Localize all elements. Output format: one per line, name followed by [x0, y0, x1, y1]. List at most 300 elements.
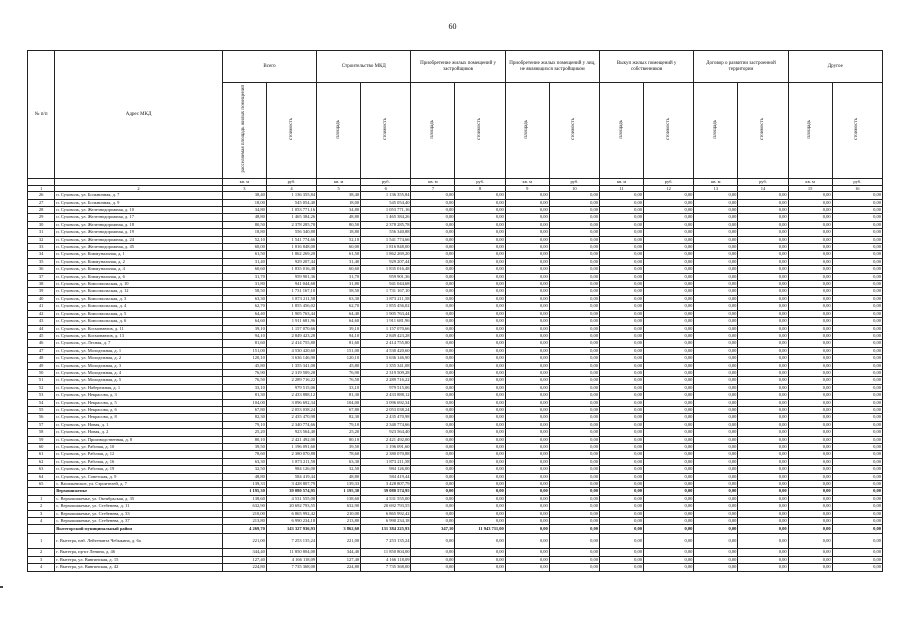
- construction-area-cell: 151,00: [317, 347, 361, 354]
- zero-cell: 0,00: [505, 534, 549, 549]
- row-number: 62: [28, 458, 55, 465]
- cost-total-cell: 1 873 211,58: [266, 458, 316, 465]
- developer-cost-cell: 0,00: [455, 192, 505, 199]
- table-row: [28, 229, 883, 236]
- construction-area-cell: 1 195,30: [317, 488, 361, 495]
- table-row: [28, 392, 883, 399]
- zero-cell: 0,00: [644, 295, 694, 302]
- column-number: 2: [55, 185, 223, 192]
- zero-cell: 0,00: [738, 310, 788, 317]
- unit-cell: руб.: [266, 179, 316, 186]
- area-total-cell: 18,00: [222, 199, 266, 206]
- address-cell: п. Суховоль, ул. Новая, д. 1: [55, 421, 223, 428]
- developer-cost-cell: 0,00: [455, 266, 505, 273]
- address-cell: п. Суховоль, ул. Железнодорожная, д. 17: [55, 214, 223, 221]
- subheader-cost: стоимость: [455, 83, 505, 179]
- zero-cell: 0,00: [505, 325, 549, 332]
- table-row: [28, 325, 883, 332]
- construction-cost-cell: 3 428 807,79: [361, 481, 411, 488]
- construction-cost-cell: 1 136 355,84: [361, 192, 411, 199]
- address-cell: п. Суховоль, ул. Космонавтов, д. 13: [55, 332, 223, 339]
- subheader-area: площадь: [411, 83, 455, 179]
- zero-cell: 0,00: [694, 436, 738, 443]
- construction-cost-cell: 2 435 470,98: [361, 414, 411, 421]
- zero-cell: 0,00: [549, 458, 599, 465]
- area-total-cell: 344,40: [222, 549, 266, 556]
- row-number: 55: [28, 406, 55, 413]
- zero-cell: 0,00: [505, 281, 549, 288]
- subheader-cost: стоимость: [832, 83, 882, 179]
- row-number: 53: [28, 392, 55, 399]
- zero-cell: 0,00: [600, 444, 644, 451]
- construction-cost-cell: 4 531 555,00: [361, 495, 411, 502]
- zero-cell: 0,00: [549, 258, 599, 265]
- zero-cell: 0,00: [832, 466, 882, 473]
- developer-cost-cell: 0,00: [455, 273, 505, 280]
- zero-cell: 0,00: [549, 355, 599, 362]
- cost-total-cell: 1 355 341,08: [266, 362, 316, 369]
- construction-area-cell: 64,60: [317, 318, 361, 325]
- construction-cost-cell: 2 849 423,28: [361, 332, 411, 339]
- cost-total-cell: 2 421 492,00: [266, 436, 316, 443]
- zero-cell: 0,00: [600, 518, 644, 525]
- area-total-cell: 80,50: [222, 221, 266, 228]
- zero-cell: 0,00: [644, 549, 694, 556]
- zero-cell: 0,00: [549, 466, 599, 473]
- zero-cell: 0,00: [549, 510, 599, 517]
- zero-cell: 0,00: [832, 229, 882, 236]
- area-total-cell: 79,10: [222, 421, 266, 428]
- zero-cell: 0,00: [549, 199, 599, 206]
- construction-area-cell: 80,10: [317, 436, 361, 443]
- zero-cell: 0,00: [738, 362, 788, 369]
- developer-cost-cell: 0,00: [455, 534, 505, 549]
- zero-cell: 0,00: [694, 288, 738, 295]
- zero-cell: 0,00: [738, 273, 788, 280]
- zero-cell: 0,00: [549, 303, 599, 310]
- zero-cell: 0,00: [694, 525, 738, 534]
- zero-cell: 0,00: [549, 236, 599, 243]
- zero-cell: 0,00: [788, 266, 832, 273]
- zero-cell: 0,00: [505, 214, 549, 221]
- row-number: 4: [28, 564, 55, 571]
- area-total-cell: 151,00: [222, 347, 266, 354]
- zero-cell: 0,00: [832, 318, 882, 325]
- row-number: 59: [28, 436, 55, 443]
- construction-cost-cell: 2 289 716,22: [361, 377, 411, 384]
- zero-cell: 0,00: [738, 503, 788, 510]
- zero-cell: 0,00: [788, 244, 832, 251]
- zero-cell: 0,00: [549, 347, 599, 354]
- developer-cost-cell: 0,00: [455, 451, 505, 458]
- zero-cell: 0,00: [644, 473, 694, 480]
- developer-cost-cell: 0,00: [455, 510, 505, 517]
- construction-area-cell: 33,10: [317, 384, 361, 391]
- zero-cell: 0,00: [549, 414, 599, 421]
- area-total-cell: 221,00: [222, 534, 266, 549]
- row-number: 36: [28, 266, 55, 273]
- zero-cell: 0,00: [505, 481, 549, 488]
- zero-cell: 0,00: [644, 421, 694, 428]
- table-row: [28, 384, 883, 391]
- cost-total-cell: 2 378 285,78: [266, 221, 316, 228]
- address-cell: п. Суховоль, ул. Рабочая, д. 19: [55, 466, 223, 473]
- cost-total-cell: 2 435 470,98: [266, 414, 316, 421]
- column-number: 8: [455, 185, 505, 192]
- address-cell: п. Суховоль, ул. Производственная, д. 8: [55, 436, 223, 443]
- developer-cost-cell: 0,00: [455, 549, 505, 556]
- zero-cell: 0,00: [644, 556, 694, 563]
- zero-cell: 0,00: [644, 288, 694, 295]
- zero-cell: 0,00: [738, 251, 788, 258]
- zero-cell: 0,00: [644, 310, 694, 317]
- zero-cell: 0,00: [738, 421, 788, 428]
- zero-cell: 0,00: [600, 288, 644, 295]
- construction-area-cell: 138,60: [317, 495, 361, 502]
- zero-cell: 0,00: [600, 244, 644, 251]
- developer-cost-cell: 0,00: [455, 207, 505, 214]
- zero-cell: 0,00: [505, 399, 549, 406]
- zero-cell: 0,00: [549, 310, 599, 317]
- developer-area-cell: 0,00: [411, 534, 455, 549]
- zero-cell: 0,00: [738, 318, 788, 325]
- row-number: 34: [28, 251, 55, 258]
- construction-cost-cell: 929 207,44: [361, 258, 411, 265]
- developer-cost-cell: 0,00: [455, 556, 505, 563]
- zero-cell: 0,00: [505, 199, 549, 206]
- construction-area-cell: 127,40: [317, 556, 361, 563]
- developer-area-cell: 0,00: [411, 347, 455, 354]
- table-body: [28, 192, 883, 572]
- address-cell: с. Верхошижемье, ул. Октябрьская, д. 35: [55, 495, 223, 502]
- address-cell: п. Суховоль, ул. Советская, д. 9: [55, 473, 223, 480]
- address-cell: г. Вытегра, пр-кт Ленина, д. 46: [55, 549, 223, 556]
- row-number: 46: [28, 340, 55, 347]
- developer-cost-cell: 0,00: [455, 392, 505, 399]
- zero-cell: 0,00: [832, 303, 882, 310]
- area-total-cell: 76,50: [222, 377, 266, 384]
- column-number: 12: [644, 185, 694, 192]
- zero-cell: 0,00: [788, 392, 832, 399]
- developer-area-cell: 0,00: [411, 429, 455, 436]
- cost-total-cell: 984 126,00: [266, 466, 316, 473]
- zero-cell: 0,00: [788, 369, 832, 376]
- zero-cell: 0,00: [832, 414, 882, 421]
- developer-cost-cell: 0,00: [455, 369, 505, 376]
- construction-area-cell: 61,50: [317, 251, 361, 258]
- construction-cost-cell: 1 157 070,66: [361, 325, 411, 332]
- developer-cost-cell: 0,00: [455, 295, 505, 302]
- table-row: [28, 495, 883, 502]
- developer-cost-cell: 0,00: [455, 377, 505, 384]
- zero-cell: 0,00: [549, 229, 599, 236]
- units-row: [28, 179, 883, 186]
- developer-area-cell: 0,00: [411, 214, 455, 221]
- zero-cell: 0,00: [694, 414, 738, 421]
- zero-cell: 0,00: [694, 458, 738, 465]
- zero-cell: 0,00: [600, 295, 644, 302]
- construction-cost-cell: 959 901,36: [361, 273, 411, 280]
- area-total-cell: 224,80: [222, 564, 266, 571]
- zero-cell: 0,00: [788, 458, 832, 465]
- zero-cell: 0,00: [600, 273, 644, 280]
- row-number: 4: [28, 518, 55, 525]
- developer-area-cell: 0,00: [411, 473, 455, 480]
- address-cell: с. Васильевское, ул. Строителей, д. 7: [55, 481, 223, 488]
- developer-cost-cell: 0,00: [455, 244, 505, 251]
- developer-area-cell: 0,00: [411, 518, 455, 525]
- zero-cell: 0,00: [694, 495, 738, 502]
- address-cell: с. Верхошижемье, ул. Стебенева, д. 37: [55, 518, 223, 525]
- table-row: [28, 295, 883, 302]
- zero-cell: 0,00: [738, 564, 788, 571]
- zero-cell: 0,00: [549, 340, 599, 347]
- construction-cost-cell: 1 731 167,10: [361, 288, 411, 295]
- zero-cell: 0,00: [644, 258, 694, 265]
- table-row: [28, 406, 883, 413]
- unit-cell: руб.: [738, 179, 788, 186]
- zero-cell: 0,00: [738, 214, 788, 221]
- cost-total-cell: 1 873 211,58: [266, 295, 316, 302]
- address-cell: с. Верхошижемье, ул. Стебенева, д. 33: [55, 510, 223, 517]
- construction-cost-cell: 6 990 234,18: [361, 518, 411, 525]
- zero-cell: 0,00: [505, 406, 549, 413]
- zero-cell: 0,00: [738, 481, 788, 488]
- zero-cell: 0,00: [644, 281, 694, 288]
- row-number: 41: [28, 303, 55, 310]
- zero-cell: 0,00: [600, 406, 644, 413]
- column-number: 1: [28, 185, 55, 192]
- construction-area-cell: 60,00: [317, 244, 361, 251]
- zero-cell: 0,00: [788, 481, 832, 488]
- developer-cost-cell: 0,00: [455, 310, 505, 317]
- cost-total-cell: 556 340,88: [266, 229, 316, 236]
- zero-cell: 0,00: [832, 258, 882, 265]
- zero-cell: 0,00: [694, 310, 738, 317]
- address-cell: п. Суховоль, ул. Некрасова, д. 8: [55, 414, 223, 421]
- address-cell: п. Суховоль, ул. Коммунальная, д. 2: [55, 258, 223, 265]
- area-total-cell: 63,30: [222, 458, 266, 465]
- construction-cost-cell: 39 080 574,95: [361, 488, 411, 495]
- zero-cell: 0,00: [644, 466, 694, 473]
- zero-cell: 0,00: [738, 288, 788, 295]
- unit-cell: [55, 179, 223, 186]
- zero-cell: 0,00: [505, 556, 549, 563]
- zero-cell: 0,00: [694, 199, 738, 206]
- row-number: 37: [28, 273, 55, 280]
- zero-cell: 0,00: [738, 518, 788, 525]
- zero-cell: 0,00: [644, 481, 694, 488]
- zero-cell: 0,00: [644, 244, 694, 251]
- address-cell: п. Суховоль, ул. Рабочая, д. 10: [55, 444, 223, 451]
- area-total-cell: 32,50: [222, 466, 266, 473]
- zero-cell: 0,00: [600, 421, 644, 428]
- unit-cell: кв. м: [505, 179, 549, 186]
- zero-cell: 0,00: [549, 444, 599, 451]
- zero-cell: 0,00: [832, 340, 882, 347]
- zero-cell: 0,00: [788, 229, 832, 236]
- cost-total-cell: 1 157 070,66: [266, 325, 316, 332]
- table-row: [28, 214, 883, 221]
- address-cell: п. Суховоль, ул. Молодежная, д. 2: [55, 355, 223, 362]
- row-number: 47: [28, 347, 55, 354]
- zero-cell: 0,00: [644, 369, 694, 376]
- zero-cell: 0,00: [694, 355, 738, 362]
- developer-cost-cell: 0,00: [455, 214, 505, 221]
- row-number: 43: [28, 318, 55, 325]
- header-group: Строительство МКД: [317, 51, 411, 83]
- table-row: [28, 466, 883, 473]
- zero-cell: 0,00: [505, 549, 549, 556]
- unit-cell: [28, 179, 55, 186]
- construction-cost-cell: 1 355 341,08: [361, 362, 411, 369]
- zero-cell: 0,00: [788, 488, 832, 495]
- zero-cell: 0,00: [738, 229, 788, 236]
- zero-cell: 0,00: [694, 192, 738, 199]
- zero-cell: 0,00: [832, 510, 882, 517]
- address-cell: п. Суховоль, ул. Молодежная, д. 1: [55, 347, 223, 354]
- zero-cell: 0,00: [505, 473, 549, 480]
- zero-cell: 0,00: [505, 207, 549, 214]
- zero-cell: 0,00: [549, 251, 599, 258]
- zero-cell: 0,00: [600, 503, 644, 510]
- construction-cost-cell: 1 835 016,48: [361, 266, 411, 273]
- construction-cost-cell: 131 384 225,93: [361, 525, 411, 534]
- unit-cell: руб.: [455, 179, 505, 186]
- cost-total-cell: 1 911 681,96: [266, 318, 316, 325]
- zero-cell: 0,00: [694, 221, 738, 228]
- table-row: [28, 251, 883, 258]
- subheader-area-total: расселяемая площадь жилых помещений: [222, 83, 266, 179]
- header-address: Адрес МКД: [55, 51, 223, 179]
- construction-area-cell: 60,60: [317, 266, 361, 273]
- table-row: [28, 458, 883, 465]
- column-number: 4: [266, 185, 316, 192]
- zero-cell: 0,00: [788, 303, 832, 310]
- construction-cost-cell: 1 541 774,66: [361, 236, 411, 243]
- zero-cell: 0,00: [788, 273, 832, 280]
- subheader-area: площадь: [505, 83, 549, 179]
- row-number: 33: [28, 244, 55, 251]
- address-cell: г. Вытегра, ул. Вянгинская, д. 42: [55, 564, 223, 571]
- column-number: 7: [411, 185, 455, 192]
- construction-area-cell: 31,80: [317, 281, 361, 288]
- address-cell: п. Суховоль, ул. Комсомольская, д. 6: [55, 318, 223, 325]
- zero-cell: 0,00: [788, 429, 832, 436]
- column-number: 9: [505, 185, 549, 192]
- developer-cost-cell: 0,00: [455, 303, 505, 310]
- developer-cost-cell: 0,00: [455, 251, 505, 258]
- address-cell: п. Суховоль, ул. Молодежная, д. 5: [55, 377, 223, 384]
- cost-total-cell: 2 414 755,80: [266, 340, 316, 347]
- cost-total-cell: 545 054,40: [266, 199, 316, 206]
- zero-cell: 0,00: [644, 458, 694, 465]
- zero-cell: 0,00: [600, 258, 644, 265]
- subheader-area: площадь: [600, 83, 644, 179]
- zero-cell: 0,00: [505, 564, 549, 571]
- developer-cost-cell: 0,00: [455, 340, 505, 347]
- table-row: [28, 221, 883, 228]
- zero-cell: 0,00: [644, 303, 694, 310]
- zero-cell: 0,00: [600, 303, 644, 310]
- zero-cell: 0,00: [644, 444, 694, 451]
- zero-cell: 0,00: [694, 347, 738, 354]
- row-number: 32: [28, 236, 55, 243]
- zero-cell: 0,00: [738, 369, 788, 376]
- table-row: [28, 414, 883, 421]
- zero-cell: 0,00: [600, 392, 644, 399]
- zero-cell: 0,00: [788, 332, 832, 339]
- row-number: 58: [28, 429, 55, 436]
- row-number: 65: [28, 481, 55, 488]
- zero-cell: 0,00: [788, 281, 832, 288]
- table-row: [28, 369, 883, 376]
- zero-cell: 0,00: [505, 458, 549, 465]
- zero-cell: 0,00: [832, 221, 882, 228]
- area-total-cell: 38,40: [222, 192, 266, 199]
- address-cell: г. Вытегра, ул. Вянгинская, д. 15: [55, 556, 223, 563]
- zero-cell: 0,00: [832, 549, 882, 556]
- zero-cell: 0,00: [549, 369, 599, 376]
- construction-area-cell: 80,50: [317, 221, 361, 228]
- address-cell: п. Суховоль, ул. Некрасова, д. 6: [55, 406, 223, 413]
- column-number: 14: [738, 185, 788, 192]
- zero-cell: 0,00: [694, 318, 738, 325]
- address-cell: с. Верхошижемье, ул. Стебенева, д. 11: [55, 503, 223, 510]
- zero-cell: 0,00: [644, 318, 694, 325]
- zero-cell: 0,00: [600, 473, 644, 480]
- zero-cell: 0,00: [549, 377, 599, 384]
- row-number: 64: [28, 473, 55, 480]
- construction-area-cell: 52,10: [317, 236, 361, 243]
- zero-cell: 0,00: [694, 369, 738, 376]
- zero-cell: 0,00: [738, 534, 788, 549]
- table-row: [28, 518, 883, 525]
- zero-cell: 0,00: [549, 399, 599, 406]
- zero-cell: 0,00: [505, 518, 549, 525]
- zero-cell: 0,00: [738, 458, 788, 465]
- construction-cost-cell: 984 126,00: [361, 466, 411, 473]
- table-row: [28, 318, 883, 325]
- zero-cell: 0,00: [694, 244, 738, 251]
- developer-cost-cell: 0,00: [455, 399, 505, 406]
- cost-total-cell: 7 253 135,24: [266, 534, 316, 549]
- zero-cell: 0,00: [549, 325, 599, 332]
- area-total-cell: 45,80: [222, 362, 266, 369]
- zero-cell: 0,00: [832, 458, 882, 465]
- developer-area-cell: 0,00: [411, 251, 455, 258]
- table-row: [28, 564, 883, 571]
- zero-cell: 0,00: [600, 466, 644, 473]
- zero-cell: 0,00: [600, 549, 644, 556]
- zero-cell: 0,00: [788, 251, 832, 258]
- zero-cell: 0,00: [644, 564, 694, 571]
- construction-area-cell: 18,00: [317, 199, 361, 206]
- zero-cell: 0,00: [832, 192, 882, 199]
- cost-total-cell: 11 850 804,00: [266, 549, 316, 556]
- zero-cell: 0,00: [600, 510, 644, 517]
- zero-cell: 0,00: [505, 421, 549, 428]
- zero-cell: 0,00: [549, 495, 599, 502]
- cost-total-cell: 1 816 848,00: [266, 244, 316, 251]
- header-group: Приобретение жилых помещений у лиц, не являющихся застройщиком: [505, 51, 599, 83]
- zero-cell: 0,00: [600, 534, 644, 549]
- zero-cell: 0,00: [600, 347, 644, 354]
- zero-cell: 0,00: [788, 466, 832, 473]
- row-number: 39: [28, 288, 55, 295]
- zero-cell: 0,00: [832, 525, 882, 534]
- zero-cell: 0,00: [644, 503, 694, 510]
